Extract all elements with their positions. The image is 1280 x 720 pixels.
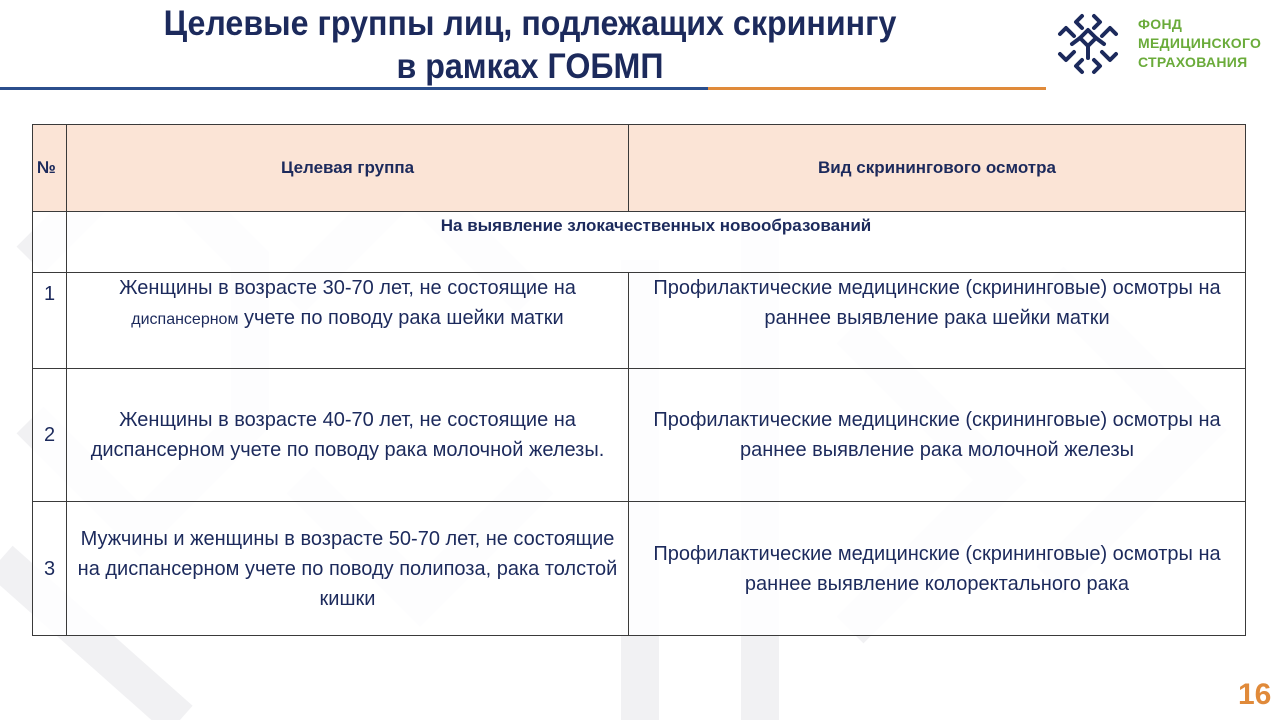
row-exam-type: Профилактические медицинские (скрининговые) осмотры на раннее выявление рака молочной железы bbox=[629, 369, 1246, 502]
row-target-group-part1: Женщины в возрасте 30-70 лет, не состоящие на bbox=[119, 277, 576, 299]
table-header-row bbox=[33, 125, 1246, 212]
row-target-group-part2: учете по поводу рака шейки матки bbox=[238, 307, 564, 329]
row-number: 3 bbox=[33, 502, 67, 636]
row-number: 1 bbox=[33, 273, 67, 369]
logo-text bbox=[1138, 15, 1261, 72]
logo-line1: ФОНД bbox=[1138, 16, 1183, 32]
row-target-group-small: диспансерном bbox=[131, 311, 239, 328]
screening-table bbox=[32, 124, 1246, 636]
header-number: № bbox=[33, 125, 67, 212]
title-rule-blue bbox=[0, 87, 708, 90]
header-target-group: Целевая группа bbox=[67, 125, 629, 212]
row-number: 2 bbox=[33, 369, 67, 502]
section-title: На выявление злокачественных новообразований bbox=[67, 212, 1246, 273]
row-target-group: Женщины в возрасте 40-70 лет, не состоящие на диспансерном учете по поводу рака молочной железы. bbox=[67, 369, 629, 502]
logo-line3: СТРАХОВАНИЯ bbox=[1138, 54, 1248, 70]
page-number: 16 bbox=[1238, 678, 1272, 711]
logo-line2: МЕДИЦИНСКОГО bbox=[1138, 35, 1262, 51]
row-exam-type: Профилактические медицинские (скрининговые) осмотры на раннее выявление рака шейки матки bbox=[629, 273, 1246, 369]
header-exam-type: Вид скринингового осмотра bbox=[629, 125, 1246, 212]
table-row bbox=[33, 502, 1246, 636]
fund-logo bbox=[1052, 8, 1272, 80]
row-target-group: Мужчины и женщины в возрасте 50-70 лет, не состоящие на диспансерном учете по поводу полипоза, рака толстой кишки bbox=[67, 502, 629, 636]
row-exam-type: Профилактические медицинские (скрининговые) осмотры на раннее выявление колоректального рака bbox=[629, 502, 1246, 636]
snowflake-logo-icon bbox=[1052, 8, 1124, 80]
row-target-group bbox=[67, 273, 629, 369]
section-row bbox=[33, 212, 1246, 273]
slide-title-line2: в рамках ГОБМП bbox=[396, 47, 664, 86]
section-empty-cell bbox=[33, 212, 67, 273]
title-rule-orange bbox=[708, 87, 1046, 90]
slide-title-line1: Целевые группы лиц, подлежащих скринингу bbox=[163, 4, 897, 43]
table-row bbox=[33, 273, 1246, 369]
table-row bbox=[33, 369, 1246, 502]
slide-title bbox=[98, 2, 963, 88]
